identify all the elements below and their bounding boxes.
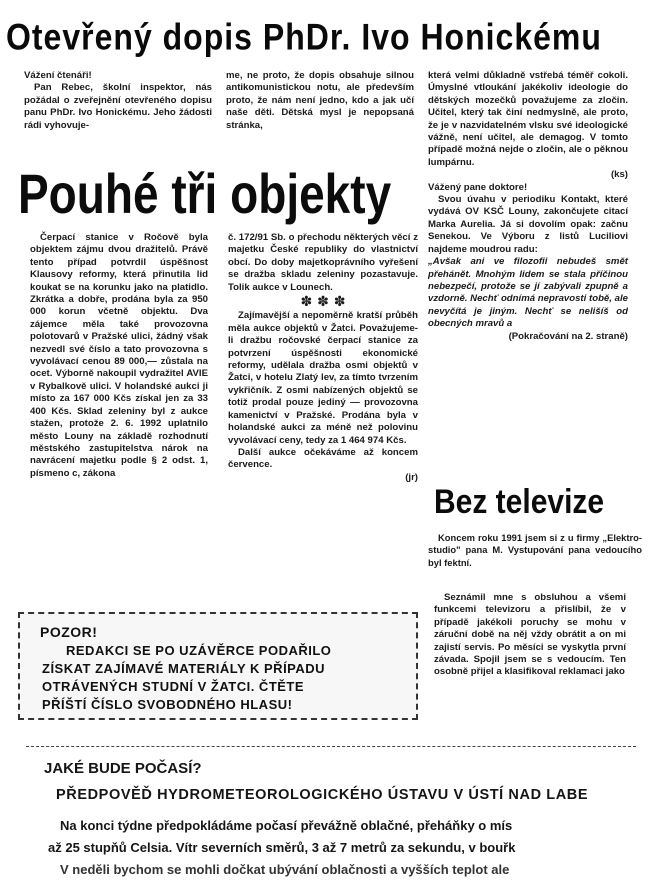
letter-col-2 [226,70,414,132]
notice-title: POZOR! [40,624,98,640]
letter-col-1 [24,70,212,132]
letter-col3-paragraph-2: Svou úvahu v periodiku Kontakt, které vydává OV KSČ Louny, zakončujete citací Marka Aurelia. Já si dovolím opak: začnu Senekou. Ve Výboru z listů Luciliovi najdeme moudrou radu: [428,194,628,255]
weather-line-1: Na konci týdne předpokládáme počasí převážně oblačné, přeháňky o mís [60,818,513,833]
article-col-2 [228,232,418,484]
weather-institute: PŘEDPOVĚĎ HYDROMETEOROLOGICKÉHO ÚSTAVU V ÚSTÍ NAD LABE [56,787,589,803]
weather-line-2: až 25 stupňů Celsia. Vítr severních směrů, 3 až 7 metrů za sekundu, v bouřk [48,840,516,855]
article-col-1 [30,232,208,480]
notice-line-2: ZÍSKAT ZAJÍMAVÉ MATERIÁLY K PŘÍPADU [42,661,326,676]
article-col2-paragraph-2: Zajímavější a nepoměrně kratší průběh měla aukce objektů v Žatci. Považujeme-li dražbu ročovské čerpací stanice za potvrzení úspěšnosti ekonomické reformy, udělala dražba osmi objektů v Žatci, v hotelu Zlatý lev, za tímto tvrzením vykřičník. Z osmi nabízených objektů se totiž prodal pouze jediný — provozovna kamenictví v Pražské. Prodána byla v holandské aukci za méně než polovinu vyvolávací ceny, tedy za 1 464 974 Kčs. [228,310,418,446]
top-headline: Otevřený dopis PhDr. Ivo Honickému [6,16,602,58]
section-divider [26,746,636,747]
article-col1-text: Čerpací stanice v Ročově byla objektem zájmu dvou dražitelů. Právě tento případ potvrdil úspěšnost Klausovy reformy, která přinutila lid koukat se na korunku jako na platidlo. Zkrátka a dobře, prodána byla za 950 000 korun včetně objektu. Dva zájemce měla také provozovna polotovarů v Pražské ulici, žádný však nezvedl své číslo a tato provozovna s vyvolávací cenou 89 000,— zůstala na ocet. Výborně nakoupil vydražitel AVIE v Rybalkově ulici. V holandské aukci ji místo za 167 000 Kčs získal jen za 33 400 Kčs. Sklad zeleniny byl z aukce stažen, protože 2. 6. 1992 uplatnilo město Louny na základě rozhodnutí městského zastupitelstva nárok na navrácení majetku podle § 2 odst. 1, písmeno c, zákona [30,232,208,479]
letter-salutation: Vážený pane doktore! [428,181,528,193]
article-col2-paragraph-1: č. 172/91 Sb. o přechodu některých věcí z majetku České republiky do vlastnictví obcí. Do doby majetkoprávního vyřešení se dražba skladu zeleniny pozastavuje. Tolik aukce v Lounech. [228,232,418,293]
letter-intro-text: Pan Rebec, školní inspektor, nás požádal o zveřejnění otevřeného dopisu panu PhDr. Ivo Honickému. Jeho žádosti rádi vyhovuje- [24,82,212,131]
bez-intro-text: Koncem roku 1991 jsem si z u firmy „Elektro-studio" pana M. Vystupování pana vedoucího byl fektní. [428,532,642,568]
article-col2-paragraph-3: Další aukce očekáváme až koncem července. [228,446,418,471]
bez-televize-headline: Bez televize [434,483,605,522]
letter-continuation: (Pokračování na 2. straně) [508,330,628,342]
bez-televize-intro [428,532,642,569]
letter-col3-paragraph-1: která velmi důkladně vstřebá téměř cokoli. Úmyslné vtloukání jakékoliv ideologie do dětských mozečků považujeme za zločin. Učitel, který tak činí nedmyslně, ale proto, že je v nazvidatelném vlsku své ideologické vážně, není učitel, ale demagog. V tomto případě možná nejde o zločin, ale o pěknou lumpárnu. [428,70,628,168]
letter-seneca-quote: „Avšak ani ve filozofii nebudeš smět přehánět. Mnohým lidem se stala příčinou nebezpečí, protože se jí zabývali zpupně a vzdorně. Nechť odnímá nepravosti tobě, ale nevyčítá je jiným. Nechť se nelišíš od obecných mravů a [428,256,628,330]
article-signature: (jr) [405,471,418,483]
section-separator: ✽ ✽ ✽ [300,294,346,311]
weather-question: JAKÉ BUDE POČASÍ? [44,760,202,777]
notice-line-4: PŘÍŠTÍ ČÍSLO SVOBODNÉHO HLASU! [42,697,293,712]
letter-greeting: Vážení čtenáři! [24,70,92,81]
weather-line-3: V neděli bychom se mohli dočkat ubývání oblačnosti a vyšších teplot ale [60,862,510,877]
article-headline: Pouhé tři objekty [18,162,392,225]
letter-col-3 [428,70,628,343]
notice-line-1: REDAKCI SE PO UZÁVĚRCE PODAŘILO [66,643,332,658]
letter-col3-signature: (ks) [610,169,628,181]
bez-body-text: Seznámil mne s obsluhou a všemi funkcemi televizoru a přislíbil, že v případě jakékoli poruchy se mohu v záruční době na něj vždy obrátit a on mi zajistí servis. Po měsíci se vyskytla první závada. Spojil jsem se s vedoucím. Ten osobně přijel a klasifikoval reklamaci jako [434,592,626,678]
bez-televize-body [434,592,626,679]
letter-col2-text: me, ne proto, že dopis obsahuje silnou antikomunistickou notu, ale především proto, že nám není jedno, kdo a jak učí naše děti. Dětská mysl je nepopsaná stránka, [226,70,414,131]
notice-line-3: OTRÁVENÝCH STUDNÍ V ŽATCI. ČTĚTE [42,679,305,694]
